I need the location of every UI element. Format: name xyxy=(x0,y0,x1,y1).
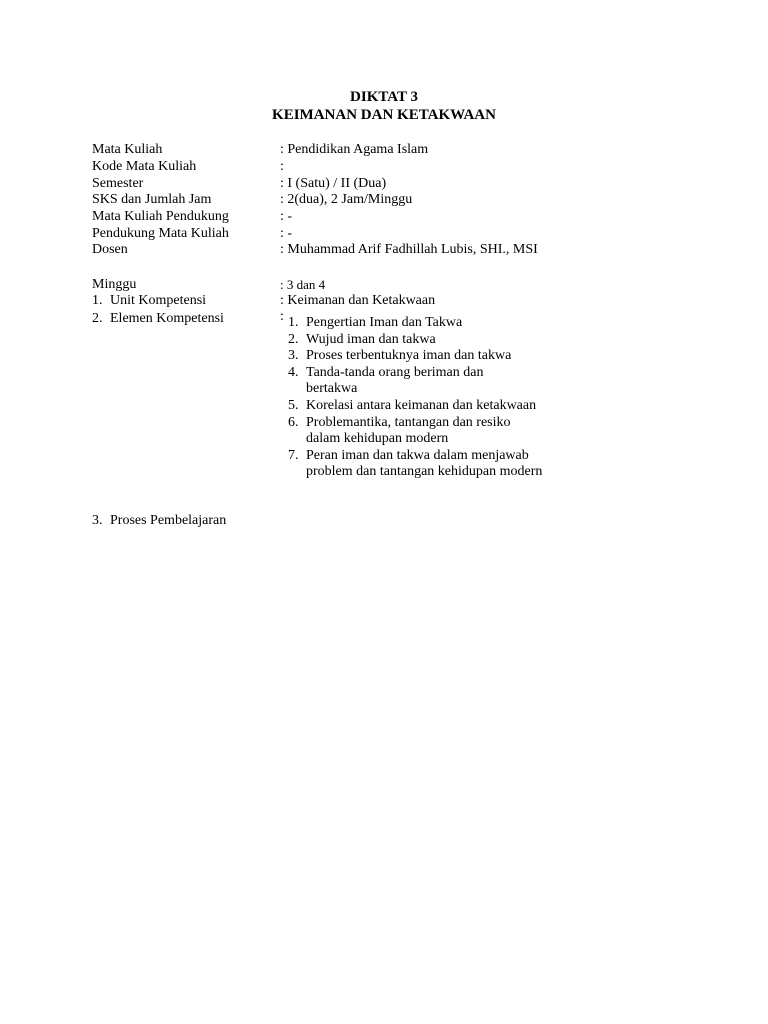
list-item-text: Peran iman dan takwa dalam menjawab problem dan tantangan kehidupan modern xyxy=(306,447,543,480)
info-row-kode-mata-kuliah xyxy=(0,158,768,175)
list-item-number: 2. xyxy=(288,331,299,347)
list-item xyxy=(288,315,588,332)
info-label: Mata Kuliah xyxy=(92,142,163,157)
info-label: Dosen xyxy=(92,242,128,257)
proses-pembelajaran-label: Proses Pembelajaran xyxy=(110,513,227,528)
unit-kompetensi-value: : Keimanan dan Ketakwaan xyxy=(280,293,436,308)
minggu-value: : 3 dan 4 xyxy=(280,277,326,292)
list-item-text: Proses terbentuknya iman dan takwa xyxy=(306,348,512,364)
list-item xyxy=(288,365,588,398)
list-item xyxy=(288,415,588,448)
info-value: : I (Satu) / II (Dua) xyxy=(280,176,387,191)
info-value: : 2(dua), 2 Jam/Minggu xyxy=(280,192,413,207)
list-item-number: 6. xyxy=(288,414,299,430)
elemen-kompetensi-label-group xyxy=(92,310,224,327)
info-row-mata-kuliah-pendukung xyxy=(0,208,768,225)
elemen-kompetensi-list xyxy=(288,315,588,481)
info-label: Pendukung Mata Kuliah xyxy=(92,226,229,241)
info-row-semester xyxy=(0,175,768,192)
list-item-text: Tanda-tanda orang beriman dan bertakwa xyxy=(306,364,484,397)
unit-kompetensi-row xyxy=(0,292,768,309)
list-item xyxy=(288,448,588,481)
list-item-number: 7. xyxy=(288,447,299,463)
list-item-text: Korelasi antara keimanan dan ketakwaan xyxy=(306,397,537,413)
unit-kompetensi-label-group xyxy=(92,292,206,309)
info-label: Kode Mata Kuliah xyxy=(92,159,197,174)
info-row-dosen xyxy=(0,241,768,258)
info-value: : Pendidikan Agama Islam xyxy=(280,142,429,157)
proses-pembelajaran-number: 3. xyxy=(92,513,103,528)
elemen-kompetensi-colon: : xyxy=(280,309,284,324)
list-item-text: Wujud iman dan takwa xyxy=(306,331,436,347)
list-item-number: 4. xyxy=(288,364,299,380)
info-label: Semester xyxy=(92,176,144,191)
info-row-sks xyxy=(0,191,768,208)
proses-pembelajaran-label-group xyxy=(92,512,226,529)
info-row-mata-kuliah xyxy=(0,141,768,158)
info-label: SKS dan Jumlah Jam xyxy=(92,192,212,207)
proses-pembelajaran-row xyxy=(0,512,768,529)
list-item xyxy=(288,348,588,365)
list-item-text: Pengertian Iman dan Takwa xyxy=(306,315,463,330)
info-label: Mata Kuliah Pendukung xyxy=(92,209,229,224)
list-item xyxy=(288,332,588,349)
elemen-kompetensi-number: 2. xyxy=(92,311,103,326)
list-item-number: 3. xyxy=(288,348,299,364)
info-value: : xyxy=(280,159,284,174)
elemen-kompetensi-label: Elemen Kompetensi xyxy=(110,311,224,326)
info-value: : Muhammad Arif Fadhillah Lubis, SHI., MSI xyxy=(280,242,538,257)
list-item-number: 5. xyxy=(288,397,299,413)
document-title: DIKTAT 3 xyxy=(350,89,418,105)
info-value: : - xyxy=(280,209,293,224)
minggu-row xyxy=(0,276,768,293)
list-item-text: Problemantika, tantangan dan resiko dalam kehidupan modern xyxy=(306,414,511,447)
info-value: : - xyxy=(280,226,293,241)
document-subtitle: KEIMANAN DAN KETAKWAAN xyxy=(272,107,496,123)
unit-kompetensi-number: 1. xyxy=(92,293,103,308)
list-item xyxy=(288,398,588,415)
unit-kompetensi-label: Unit Kompetensi xyxy=(110,293,207,308)
list-item-number: 1. xyxy=(288,315,299,330)
info-row-pendukung-mata-kuliah xyxy=(0,225,768,242)
minggu-label: Minggu xyxy=(92,277,137,292)
